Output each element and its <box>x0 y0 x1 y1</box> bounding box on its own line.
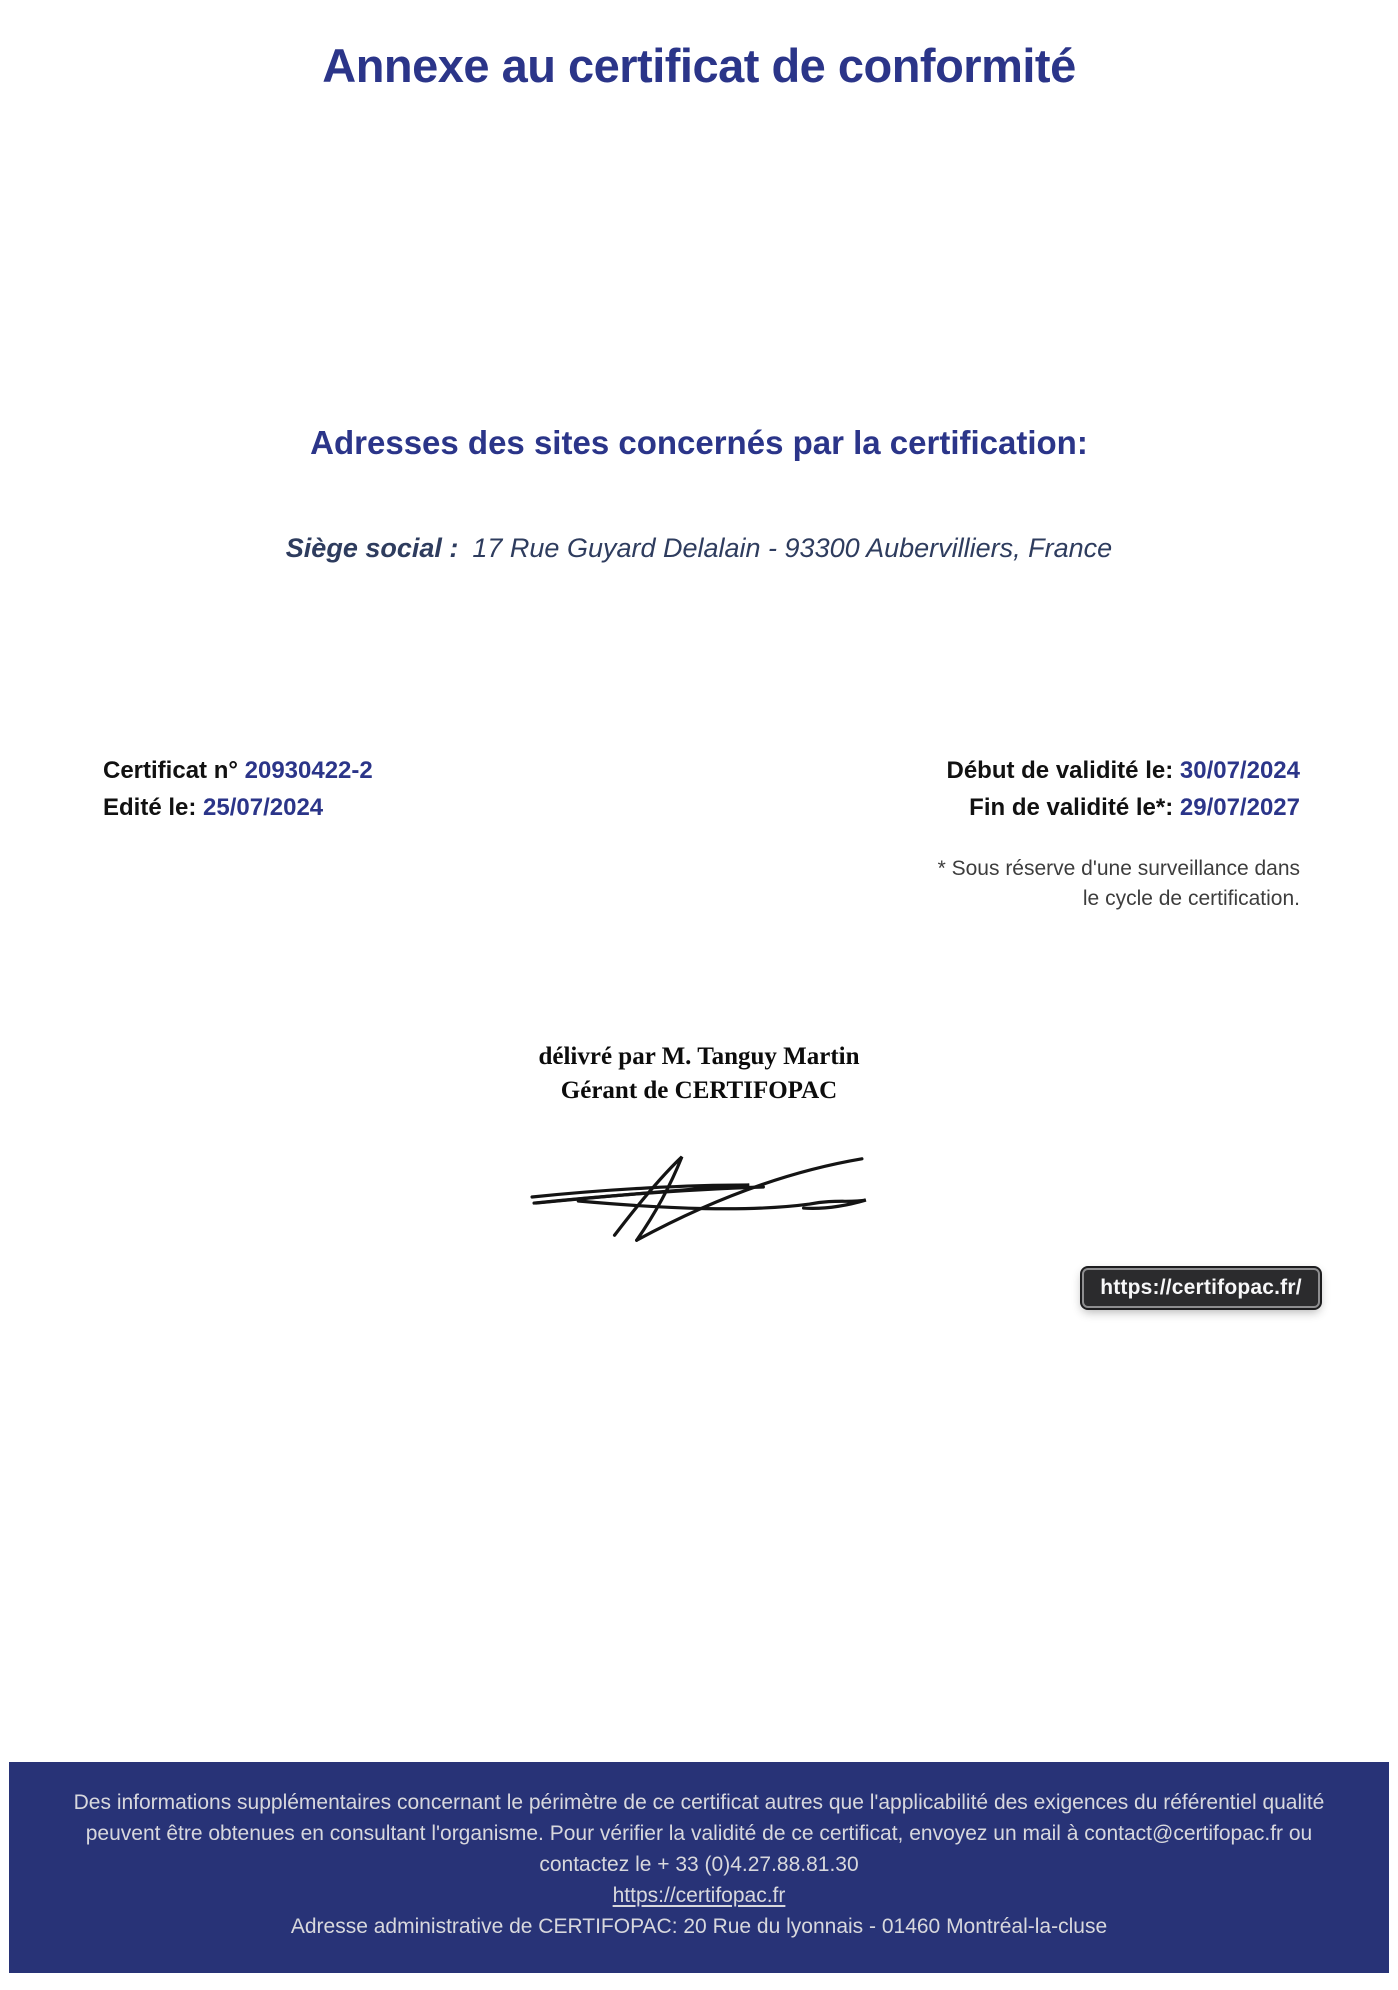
edit-date-line <box>103 789 373 826</box>
siege-social-line <box>0 533 1398 564</box>
siege-social-label: Siège social : <box>285 533 459 563</box>
validity-start-value: 30/07/2024 <box>1179 757 1300 784</box>
footer-website-link[interactable]: https://certifopac.fr <box>612 1884 786 1907</box>
footer <box>9 1762 1389 1973</box>
validity-start-label: Début de validité le: <box>946 757 1180 784</box>
validity-info-block <box>946 752 1300 826</box>
certificate-number-label: Certificat n° <box>103 757 245 784</box>
page-title: Annexe au certificat de conformité <box>322 39 1076 92</box>
issued-by-line2: Gérant de CERTIFOPAC <box>560 1077 838 1104</box>
issued-by-line1: délivré par M. Tanguy Martin <box>538 1043 860 1070</box>
signature-image <box>518 1138 880 1250</box>
issued-by-block <box>0 1040 1398 1108</box>
validity-end-label: Fin de validité le*: <box>969 794 1180 821</box>
edit-date-label: Edité le: <box>103 794 204 821</box>
surveillance-note <box>938 854 1300 914</box>
footer-admin-address: Adresse administrative de CERTIFOPAC: 20 Rue du lyonnais - 01460 Montréal-la-cluse <box>290 1915 1108 1938</box>
footer-line1: Des informations supplémentaires concernant le périmètre de ce certificat autres que l'applicabilité des exigences du référentiel qualité <box>73 1791 1325 1814</box>
surveillance-note-line1: * Sous réserve d'une surveillance dans <box>937 857 1300 880</box>
certificate-info-block <box>103 752 373 826</box>
certificate-number-line <box>103 752 373 789</box>
surveillance-note-line2: le cycle de certification. <box>1082 887 1300 910</box>
edit-date-value: 25/07/2024 <box>203 794 324 821</box>
handwritten-signature-icon <box>518 1138 880 1250</box>
link-preview-url: https://certifopac.fr/ <box>1100 1276 1302 1299</box>
footer-line2: peuvent être obtenues en consultant l'organisme. Pour vérifier la validité de ce certificat, envoyez un mail à contact@certifopac.fr ou <box>85 1822 1313 1845</box>
sites-section-heading: Adresses des sites concernés par la certification: <box>310 424 1088 461</box>
siege-social-address: 17 Rue Guyard Delalain - 93300 Aubervilliers, France <box>472 533 1113 563</box>
validity-end-line <box>946 789 1300 826</box>
validity-end-value: 29/07/2027 <box>1179 794 1300 821</box>
validity-start-line <box>946 752 1300 789</box>
certificate-number-value: 20930422-2 <box>244 757 373 784</box>
link-preview-tooltip <box>1082 1268 1320 1308</box>
footer-line3: contactez le + 33 (0)4.27.88.81.30 <box>539 1853 859 1876</box>
footer-link-line <box>9 1880 1389 1911</box>
